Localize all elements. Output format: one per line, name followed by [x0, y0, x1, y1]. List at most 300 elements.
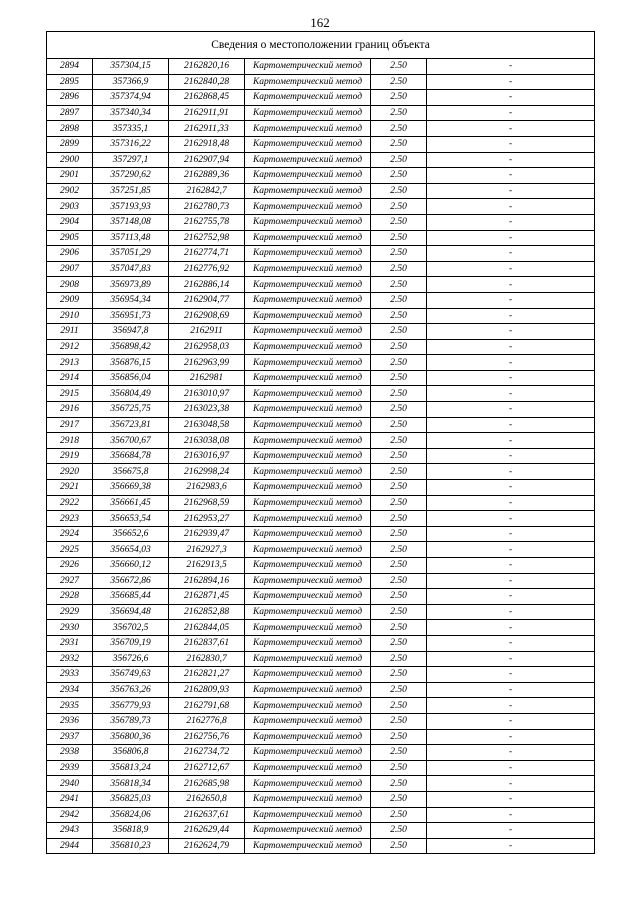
x-coordinate-cell: 356856,04 [93, 370, 169, 386]
y-coordinate-cell: 2162939,47 [169, 526, 245, 542]
table-row [47, 121, 595, 137]
y-coordinate-cell: 2162911,33 [169, 121, 245, 137]
table-row [47, 230, 595, 246]
x-coordinate-cell: 356806,8 [93, 745, 169, 761]
y-coordinate-cell: 2162871,45 [169, 589, 245, 605]
note-cell: - [427, 448, 595, 464]
point-number-cell: 2926 [47, 558, 93, 574]
note-cell: - [427, 495, 595, 511]
point-number-cell: 2905 [47, 230, 93, 246]
y-coordinate-cell: 2162842,7 [169, 183, 245, 199]
accuracy-cell: 2.50 [371, 745, 427, 761]
method-cell: Картометрический метод [245, 246, 371, 262]
point-number-cell: 2940 [47, 776, 93, 792]
accuracy-cell: 2.50 [371, 667, 427, 683]
table-row [47, 589, 595, 605]
x-coordinate-cell: 356653,54 [93, 511, 169, 527]
accuracy-cell: 2.50 [371, 308, 427, 324]
y-coordinate-cell: 2162844,05 [169, 620, 245, 636]
note-cell: - [427, 105, 595, 121]
accuracy-cell: 2.50 [371, 121, 427, 137]
method-cell: Картометрический метод [245, 760, 371, 776]
note-cell: - [427, 370, 595, 386]
method-cell: Картометрический метод [245, 308, 371, 324]
note-cell: - [427, 277, 595, 293]
y-coordinate-cell: 2162958,03 [169, 339, 245, 355]
x-coordinate-cell: 356800,36 [93, 729, 169, 745]
y-coordinate-cell: 2162998,24 [169, 464, 245, 480]
method-cell: Картометрический метод [245, 402, 371, 418]
table-row [47, 651, 595, 667]
accuracy-cell: 2.50 [371, 339, 427, 355]
point-number-cell: 2902 [47, 183, 93, 199]
point-number-cell: 2918 [47, 433, 93, 449]
note-cell: - [427, 823, 595, 839]
point-number-cell: 2938 [47, 745, 93, 761]
accuracy-cell: 2.50 [371, 495, 427, 511]
x-coordinate-cell: 356810,23 [93, 838, 169, 854]
x-coordinate-cell: 356684,78 [93, 448, 169, 464]
x-coordinate-cell: 356749,63 [93, 667, 169, 683]
table-row [47, 355, 595, 371]
table-row [47, 604, 595, 620]
method-cell: Картометрический метод [245, 495, 371, 511]
accuracy-cell: 2.50 [371, 838, 427, 854]
method-cell: Картометрический метод [245, 324, 371, 340]
accuracy-cell: 2.50 [371, 448, 427, 464]
table-row [47, 277, 595, 293]
y-coordinate-cell: 2162908,69 [169, 308, 245, 324]
x-coordinate-cell: 356951,73 [93, 308, 169, 324]
y-coordinate-cell: 2162963,99 [169, 355, 245, 371]
note-cell: - [427, 386, 595, 402]
accuracy-cell: 2.50 [371, 74, 427, 90]
y-coordinate-cell: 2162911,91 [169, 105, 245, 121]
accuracy-cell: 2.50 [371, 386, 427, 402]
table-row [47, 402, 595, 418]
point-number-cell: 2914 [47, 370, 93, 386]
y-coordinate-cell: 2163038,08 [169, 433, 245, 449]
table-row [47, 90, 595, 106]
point-number-cell: 2932 [47, 651, 93, 667]
point-number-cell: 2911 [47, 324, 93, 340]
accuracy-cell: 2.50 [371, 168, 427, 184]
method-cell: Картометрический метод [245, 511, 371, 527]
method-cell: Картометрический метод [245, 776, 371, 792]
note-cell: - [427, 121, 595, 137]
method-cell: Картометрический метод [245, 90, 371, 106]
y-coordinate-cell: 2162624,79 [169, 838, 245, 854]
note-cell: - [427, 292, 595, 308]
y-coordinate-cell: 2162821,27 [169, 667, 245, 683]
note-cell: - [427, 355, 595, 371]
note-cell: - [427, 604, 595, 620]
note-cell: - [427, 59, 595, 75]
table-row [47, 261, 595, 277]
y-coordinate-cell: 2162780,73 [169, 199, 245, 215]
note-cell: - [427, 261, 595, 277]
note-cell: - [427, 417, 595, 433]
point-number-cell: 2912 [47, 339, 93, 355]
note-cell: - [427, 651, 595, 667]
point-number-cell: 2942 [47, 807, 93, 823]
method-cell: Картометрический метод [245, 59, 371, 75]
x-coordinate-cell: 356818,9 [93, 823, 169, 839]
accuracy-cell: 2.50 [371, 199, 427, 215]
method-cell: Картометрический метод [245, 604, 371, 620]
method-cell: Картометрический метод [245, 433, 371, 449]
boundary-coordinates-table [46, 31, 595, 854]
point-number-cell: 2928 [47, 589, 93, 605]
y-coordinate-cell: 2162734,72 [169, 745, 245, 761]
x-coordinate-cell: 356818,34 [93, 776, 169, 792]
note-cell: - [427, 402, 595, 418]
point-number-cell: 2915 [47, 386, 93, 402]
y-coordinate-cell: 2162904,77 [169, 292, 245, 308]
point-number-cell: 2900 [47, 152, 93, 168]
x-coordinate-cell: 356669,38 [93, 480, 169, 496]
y-coordinate-cell: 2162840,28 [169, 74, 245, 90]
accuracy-cell: 2.50 [371, 277, 427, 293]
point-number-cell: 2941 [47, 791, 93, 807]
accuracy-cell: 2.50 [371, 542, 427, 558]
x-coordinate-cell: 356661,45 [93, 495, 169, 511]
x-coordinate-cell: 356763,26 [93, 682, 169, 698]
accuracy-cell: 2.50 [371, 370, 427, 386]
y-coordinate-cell: 2162911 [169, 324, 245, 340]
x-coordinate-cell: 356675,8 [93, 464, 169, 480]
table-row [47, 168, 595, 184]
y-coordinate-cell: 2162968,59 [169, 495, 245, 511]
method-cell: Картометрический метод [245, 292, 371, 308]
method-cell: Картометрический метод [245, 417, 371, 433]
point-number-cell: 2937 [47, 729, 93, 745]
note-cell: - [427, 713, 595, 729]
point-number-cell: 2899 [47, 136, 93, 152]
accuracy-cell: 2.50 [371, 261, 427, 277]
point-number-cell: 2901 [47, 168, 93, 184]
note-cell: - [427, 136, 595, 152]
x-coordinate-cell: 356726,6 [93, 651, 169, 667]
x-coordinate-cell: 357047,83 [93, 261, 169, 277]
accuracy-cell: 2.50 [371, 464, 427, 480]
x-coordinate-cell: 357297,1 [93, 152, 169, 168]
table-row [47, 682, 595, 698]
method-cell: Картометрический метод [245, 74, 371, 90]
table-row [47, 464, 595, 480]
accuracy-cell: 2.50 [371, 776, 427, 792]
x-coordinate-cell: 356947,8 [93, 324, 169, 340]
accuracy-cell: 2.50 [371, 823, 427, 839]
accuracy-cell: 2.50 [371, 760, 427, 776]
method-cell: Картометрический метод [245, 105, 371, 121]
accuracy-cell: 2.50 [371, 230, 427, 246]
table-row [47, 417, 595, 433]
y-coordinate-cell: 2162907,94 [169, 152, 245, 168]
accuracy-cell: 2.50 [371, 511, 427, 527]
point-number-cell: 2935 [47, 698, 93, 714]
x-coordinate-cell: 357148,08 [93, 214, 169, 230]
point-number-cell: 2907 [47, 261, 93, 277]
table-row [47, 433, 595, 449]
point-number-cell: 2923 [47, 511, 93, 527]
y-coordinate-cell: 2162886,14 [169, 277, 245, 293]
accuracy-cell: 2.50 [371, 713, 427, 729]
point-number-cell: 2934 [47, 682, 93, 698]
point-number-cell: 2906 [47, 246, 93, 262]
point-number-cell: 2927 [47, 573, 93, 589]
method-cell: Картометрический метод [245, 542, 371, 558]
method-cell: Картометрический метод [245, 807, 371, 823]
table-row [47, 745, 595, 761]
point-number-cell: 2898 [47, 121, 93, 137]
table-row [47, 308, 595, 324]
method-cell: Картометрический метод [245, 448, 371, 464]
x-coordinate-cell: 356660,12 [93, 558, 169, 574]
accuracy-cell: 2.50 [371, 651, 427, 667]
table-row [47, 807, 595, 823]
accuracy-cell: 2.50 [371, 433, 427, 449]
x-coordinate-cell: 357113,48 [93, 230, 169, 246]
table-row [47, 667, 595, 683]
x-coordinate-cell: 357290,62 [93, 168, 169, 184]
point-number-cell: 2939 [47, 760, 93, 776]
point-number-cell: 2917 [47, 417, 93, 433]
y-coordinate-cell: 2162981 [169, 370, 245, 386]
method-cell: Картометрический метод [245, 667, 371, 683]
note-cell: - [427, 214, 595, 230]
table-row [47, 558, 595, 574]
table-row [47, 760, 595, 776]
table-row [47, 713, 595, 729]
x-coordinate-cell: 356654,03 [93, 542, 169, 558]
accuracy-cell: 2.50 [371, 214, 427, 230]
accuracy-cell: 2.50 [371, 682, 427, 698]
accuracy-cell: 2.50 [371, 246, 427, 262]
point-number-cell: 2943 [47, 823, 93, 839]
method-cell: Картометрический метод [245, 136, 371, 152]
note-cell: - [427, 589, 595, 605]
accuracy-cell: 2.50 [371, 324, 427, 340]
point-number-cell: 2909 [47, 292, 93, 308]
note-cell: - [427, 168, 595, 184]
note-cell: - [427, 698, 595, 714]
point-number-cell: 2944 [47, 838, 93, 854]
point-number-cell: 2924 [47, 526, 93, 542]
method-cell: Картометрический метод [245, 370, 371, 386]
point-number-cell: 2921 [47, 480, 93, 496]
y-coordinate-cell: 2163010,97 [169, 386, 245, 402]
point-number-cell: 2931 [47, 635, 93, 651]
y-coordinate-cell: 2162752,98 [169, 230, 245, 246]
point-number-cell: 2908 [47, 277, 93, 293]
accuracy-cell: 2.50 [371, 573, 427, 589]
accuracy-cell: 2.50 [371, 729, 427, 745]
method-cell: Картометрический метод [245, 620, 371, 636]
y-coordinate-cell: 2162953,27 [169, 511, 245, 527]
x-coordinate-cell: 356804,49 [93, 386, 169, 402]
method-cell: Картометрический метод [245, 199, 371, 215]
y-coordinate-cell: 2162927,3 [169, 542, 245, 558]
note-cell: - [427, 152, 595, 168]
table-row [47, 59, 595, 75]
note-cell: - [427, 230, 595, 246]
y-coordinate-cell: 2162983,6 [169, 480, 245, 496]
table-row [47, 620, 595, 636]
method-cell: Картометрический метод [245, 261, 371, 277]
x-coordinate-cell: 357051,29 [93, 246, 169, 262]
method-cell: Картометрический метод [245, 464, 371, 480]
y-coordinate-cell: 2162809,93 [169, 682, 245, 698]
point-number-cell: 2919 [47, 448, 93, 464]
note-cell: - [427, 526, 595, 542]
x-coordinate-cell: 357193,93 [93, 199, 169, 215]
point-number-cell: 2895 [47, 74, 93, 90]
x-coordinate-cell: 357335,1 [93, 121, 169, 137]
accuracy-cell: 2.50 [371, 620, 427, 636]
table-row [47, 776, 595, 792]
method-cell: Картометрический метод [245, 168, 371, 184]
x-coordinate-cell: 356685,44 [93, 589, 169, 605]
table-row [47, 246, 595, 262]
table-row [47, 823, 595, 839]
accuracy-cell: 2.50 [371, 698, 427, 714]
x-coordinate-cell: 357366,9 [93, 74, 169, 90]
x-coordinate-cell: 356723,81 [93, 417, 169, 433]
table-row [47, 635, 595, 651]
y-coordinate-cell: 2162755,78 [169, 214, 245, 230]
accuracy-cell: 2.50 [371, 355, 427, 371]
table-row [47, 448, 595, 464]
y-coordinate-cell: 2162791,68 [169, 698, 245, 714]
page-number: 162 [310, 15, 330, 30]
table-row [47, 480, 595, 496]
method-cell: Картометрический метод [245, 589, 371, 605]
note-cell: - [427, 324, 595, 340]
note-cell: - [427, 433, 595, 449]
table-row [47, 292, 595, 308]
method-cell: Картометрический метод [245, 121, 371, 137]
accuracy-cell: 2.50 [371, 90, 427, 106]
y-coordinate-cell: 2162820,16 [169, 59, 245, 75]
note-cell: - [427, 776, 595, 792]
method-cell: Картометрический метод [245, 791, 371, 807]
x-coordinate-cell: 356825,03 [93, 791, 169, 807]
table-row [47, 199, 595, 215]
note-cell: - [427, 74, 595, 90]
x-coordinate-cell: 356789,73 [93, 713, 169, 729]
x-coordinate-cell: 356725,75 [93, 402, 169, 418]
x-coordinate-cell: 356779,93 [93, 698, 169, 714]
table-row [47, 324, 595, 340]
accuracy-cell: 2.50 [371, 604, 427, 620]
method-cell: Картометрический метод [245, 526, 371, 542]
note-cell: - [427, 511, 595, 527]
method-cell: Картометрический метод [245, 729, 371, 745]
table-header: Сведения о местоположении границ объекта [47, 32, 595, 59]
note-cell: - [427, 838, 595, 854]
y-coordinate-cell: 2162685,98 [169, 776, 245, 792]
x-coordinate-cell: 356672,86 [93, 573, 169, 589]
y-coordinate-cell: 2163048,58 [169, 417, 245, 433]
method-cell: Картометрический метод [245, 558, 371, 574]
method-cell: Картометрический метод [245, 823, 371, 839]
x-coordinate-cell: 356876,15 [93, 355, 169, 371]
point-number-cell: 2910 [47, 308, 93, 324]
x-coordinate-cell: 356954,34 [93, 292, 169, 308]
x-coordinate-cell: 356824,06 [93, 807, 169, 823]
note-cell: - [427, 682, 595, 698]
accuracy-cell: 2.50 [371, 59, 427, 75]
accuracy-cell: 2.50 [371, 589, 427, 605]
y-coordinate-cell: 2162712,67 [169, 760, 245, 776]
table-row [47, 542, 595, 558]
method-cell: Картометрический метод [245, 339, 371, 355]
note-cell: - [427, 729, 595, 745]
table-row [47, 838, 595, 854]
table-body [47, 59, 595, 854]
point-number-cell: 2929 [47, 604, 93, 620]
accuracy-cell: 2.50 [371, 480, 427, 496]
point-number-cell: 2904 [47, 214, 93, 230]
y-coordinate-cell: 2162637,61 [169, 807, 245, 823]
point-number-cell: 2936 [47, 713, 93, 729]
note-cell: - [427, 199, 595, 215]
accuracy-cell: 2.50 [371, 402, 427, 418]
note-cell: - [427, 573, 595, 589]
y-coordinate-cell: 2162650,8 [169, 791, 245, 807]
table-row [47, 136, 595, 152]
table-row [47, 698, 595, 714]
table-row [47, 526, 595, 542]
table-row [47, 729, 595, 745]
x-coordinate-cell: 356709,19 [93, 635, 169, 651]
note-cell: - [427, 807, 595, 823]
note-cell: - [427, 90, 595, 106]
method-cell: Картометрический метод [245, 277, 371, 293]
x-coordinate-cell: 356813,24 [93, 760, 169, 776]
y-coordinate-cell: 2162830,7 [169, 651, 245, 667]
accuracy-cell: 2.50 [371, 635, 427, 651]
y-coordinate-cell: 2162918,48 [169, 136, 245, 152]
note-cell: - [427, 464, 595, 480]
accuracy-cell: 2.50 [371, 136, 427, 152]
table-row [47, 214, 595, 230]
x-coordinate-cell: 356652,6 [93, 526, 169, 542]
note-cell: - [427, 558, 595, 574]
note-cell: - [427, 308, 595, 324]
table-row [47, 386, 595, 402]
x-coordinate-cell: 357340,34 [93, 105, 169, 121]
y-coordinate-cell: 2162774,71 [169, 246, 245, 262]
note-cell: - [427, 760, 595, 776]
note-cell: - [427, 620, 595, 636]
y-coordinate-cell: 2162868,45 [169, 90, 245, 106]
method-cell: Картометрический метод [245, 386, 371, 402]
table-row [47, 511, 595, 527]
method-cell: Картометрический метод [245, 635, 371, 651]
accuracy-cell: 2.50 [371, 183, 427, 199]
point-number-cell: 2925 [47, 542, 93, 558]
point-number-cell: 2922 [47, 495, 93, 511]
table-row [47, 74, 595, 90]
y-coordinate-cell: 2162776,8 [169, 713, 245, 729]
method-cell: Картометрический метод [245, 838, 371, 854]
table-row [47, 152, 595, 168]
x-coordinate-cell: 357304,15 [93, 59, 169, 75]
table-row [47, 339, 595, 355]
accuracy-cell: 2.50 [371, 807, 427, 823]
